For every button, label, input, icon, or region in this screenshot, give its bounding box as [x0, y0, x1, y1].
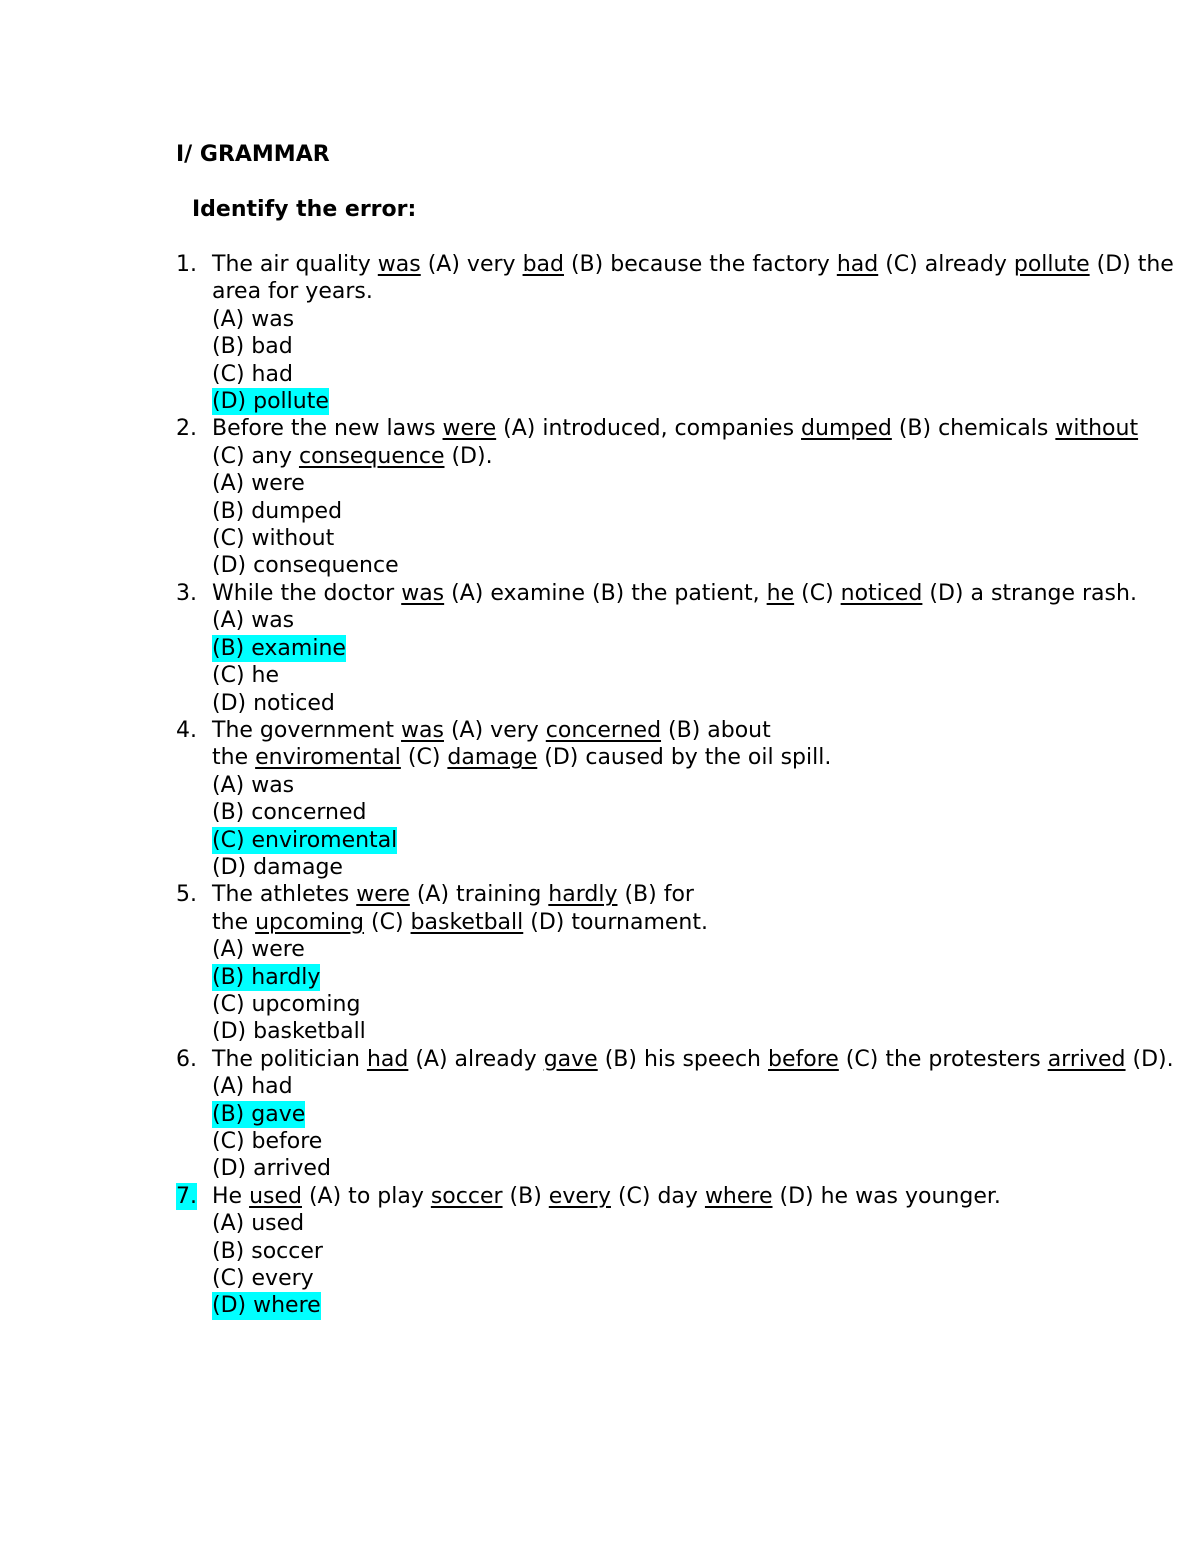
answer-option-highlighted: (B) hardly: [212, 964, 321, 990]
answer-option: (A) was: [212, 608, 295, 634]
question-text: [212, 251, 1176, 306]
underlined-word: arrived: [1047, 1046, 1126, 1072]
answer-option-highlighted: (C) enviromental: [212, 827, 398, 853]
text-run: (C): [400, 745, 448, 771]
underlined-word: consequence: [298, 443, 445, 469]
text-run: (B) about: [661, 717, 771, 743]
underlined-word: where: [704, 1183, 773, 1209]
question-number: 4.: [176, 717, 197, 743]
question-item: [176, 415, 1176, 579]
answer-option: (B) soccer: [212, 1238, 323, 1264]
text-run: (D) a strange rash.: [922, 580, 1137, 606]
answer-option: (B) concerned: [212, 800, 367, 826]
answer-option: (D) consequence: [212, 553, 399, 579]
question-text: [212, 1183, 1176, 1210]
underlined-word: were: [442, 416, 497, 442]
answer-option: (A) used: [212, 1211, 305, 1237]
underlined-word: was: [401, 717, 444, 743]
question-text: [212, 415, 1176, 470]
text-run: (D).: [444, 443, 493, 469]
text-run: (C): [794, 580, 841, 606]
answer-option: (A) were: [212, 471, 305, 497]
section-heading: I/ GRAMMAR: [176, 142, 330, 167]
underlined-word: without: [1055, 416, 1139, 442]
answer-option: (B) dumped: [212, 498, 343, 524]
answer-option: (A) was: [212, 306, 295, 332]
underlined-word: upcoming: [255, 909, 365, 935]
answer-option-highlighted: (D) pollute: [212, 389, 329, 415]
text-run: (A) examine (B) the patient,: [444, 580, 767, 606]
answer-option: (A) were: [212, 937, 305, 963]
underlined-word: enviromental: [255, 745, 401, 771]
text-run: (D) the area for years.: [212, 252, 1174, 305]
text-run: (C): [364, 909, 411, 935]
answer-option: (D) noticed: [212, 690, 335, 716]
question-list: [176, 251, 1176, 1320]
answer-option: (A) was: [212, 772, 295, 798]
answer-option-highlighted: (B) examine: [212, 635, 346, 661]
text-run: the: [212, 909, 256, 935]
text-run: (D) tournament.: [523, 909, 708, 935]
answer-option: (D) basketball: [212, 1019, 366, 1045]
text-run: (A) training: [409, 882, 549, 908]
underlined-word: before: [768, 1046, 839, 1072]
text-run: (D) he was younger.: [772, 1183, 1001, 1209]
answer-option: (A) had: [212, 1074, 293, 1100]
underlined-word: hardly: [548, 882, 618, 908]
text-run: The air quality: [212, 252, 378, 277]
question-item: [176, 881, 1176, 1045]
question-text: [212, 717, 1176, 772]
question-text: [212, 1046, 1176, 1073]
underlined-word: were: [356, 882, 410, 908]
underlined-word: was: [377, 252, 421, 277]
answer-option-highlighted: (D) where: [212, 1293, 321, 1319]
answer-option-highlighted: (B) gave: [212, 1101, 306, 1127]
question-number: 6.: [176, 1046, 197, 1072]
question-number: 7.: [176, 1183, 197, 1209]
underlined-word: noticed: [840, 580, 923, 606]
answer-option: (B) bad: [212, 334, 293, 360]
underlined-word: basketball: [410, 909, 524, 935]
text-run: (C) day: [610, 1183, 705, 1209]
underlined-word: pollute: [1013, 252, 1090, 277]
question-item: [176, 1046, 1176, 1183]
text-run: He: [212, 1183, 250, 1209]
text-run: (B) his speech: [597, 1046, 768, 1072]
answer-option: (D) damage: [212, 854, 343, 880]
text-run: While the doctor: [212, 580, 402, 606]
text-run: (C) the protesters: [838, 1046, 1048, 1072]
text-run: (B) for: [617, 882, 694, 908]
underlined-word: used: [249, 1183, 302, 1209]
answer-option: (C) before: [212, 1129, 323, 1154]
question-item: [176, 717, 1176, 881]
text-run: Before the new laws: [212, 416, 443, 442]
underlined-word: bad: [522, 252, 564, 277]
text-run: (D).: [1125, 1046, 1174, 1072]
answer-option: (C) had: [212, 361, 293, 387]
question-item: [176, 1183, 1176, 1320]
underlined-word: gave: [543, 1046, 598, 1072]
text-run: (D) caused by the oil spill.: [537, 745, 832, 771]
underlined-word: had: [836, 252, 879, 277]
answer-option: (C) he: [212, 663, 279, 689]
underlined-word: was: [401, 580, 445, 606]
text-run: (A) introduced, companies: [496, 416, 802, 442]
text-run: The athletes: [212, 882, 357, 908]
answer-option: (C) every: [212, 1266, 314, 1292]
question-number: 1.: [176, 252, 197, 277]
text-run: (B): [502, 1183, 549, 1209]
text-run: (B) chemicals: [891, 416, 1056, 442]
text-run: (A) already: [408, 1046, 544, 1072]
text-run: the: [212, 745, 256, 771]
question-text: [212, 881, 1176, 936]
question-text: [212, 580, 1176, 607]
text-run: (C) already: [878, 252, 1014, 277]
underlined-word: concerned: [545, 717, 662, 743]
question-item: [176, 251, 1176, 415]
underlined-word: soccer: [430, 1183, 503, 1209]
underlined-word: had: [366, 1046, 409, 1072]
text-run: (A) to play: [301, 1183, 431, 1209]
text-run: (A) very: [420, 252, 523, 277]
underlined-word: dumped: [801, 416, 892, 442]
instruction-heading: Identify the error:: [192, 197, 417, 222]
answer-option: (C) upcoming: [212, 991, 361, 1017]
text-run: (C) any: [212, 443, 299, 469]
underlined-word: every: [548, 1183, 611, 1209]
text-run: (A) very: [443, 717, 546, 743]
question-number: 5.: [176, 882, 197, 908]
text-run: (B) because the factory: [563, 252, 837, 277]
question-item: [176, 580, 1176, 717]
question-number: 3.: [176, 580, 197, 606]
text-run: The politician: [212, 1046, 367, 1072]
answer-option: (D) arrived: [212, 1156, 331, 1182]
answer-option: (C) without: [212, 526, 335, 552]
text-run: The government: [212, 717, 402, 743]
question-number: 2.: [176, 416, 197, 442]
underlined-word: damage: [447, 745, 538, 771]
underlined-word: he: [766, 580, 795, 606]
